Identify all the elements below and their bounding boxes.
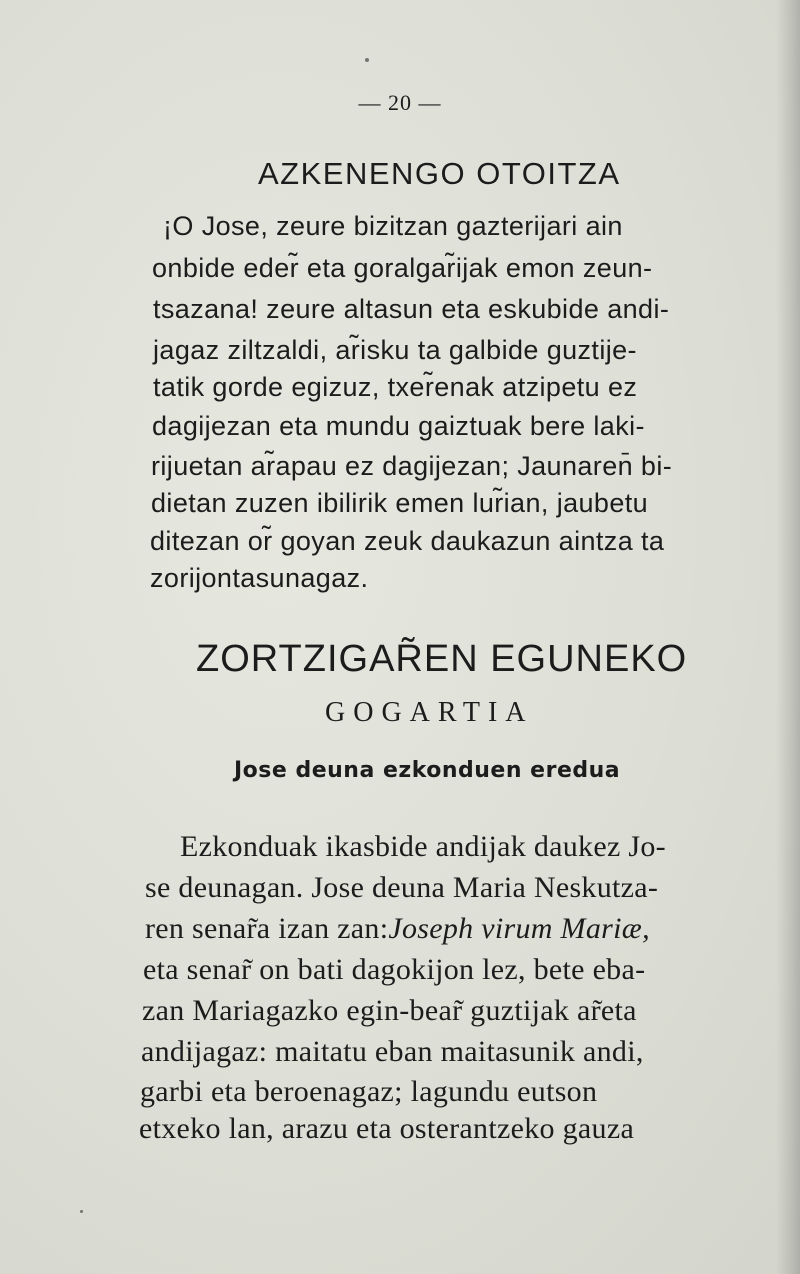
prayer-line: ditezan or̃ goyan zeuk daukazun aintza ta [150,526,665,556]
prayer-line: onbide eder̃ eta goralgar̃ijak emon zeun- [152,253,653,283]
section-subtitle: GOGARTIA [325,697,534,728]
meditation-text: ren senar̃a izan zan: [145,912,389,945]
page-edge-shadow [776,0,800,1274]
prayer-title: AZKENENGO OTOITZA [258,156,621,191]
section-title: ZORTZIGAR̃EN EGUNEKO [196,638,688,680]
prayer-line: jagaz ziltzaldi, ar̃isku ta galbide guztije- [153,335,637,365]
prayer-line: ¡O Jose, zeure bizitzan gazterijari ain [163,211,623,241]
meditation-line: eta senar̃ on bati dagokijon lez, bete eba- [143,953,646,986]
prayer-line: tatik gorde egizuz, txer̃enak atzipetu ez [153,372,638,402]
prayer-line: tsazana! zeure altasun eta eskubide andi- [153,294,670,324]
section-theme: Jose deuna ezkonduen eredua [234,758,621,783]
meditation-line: se deunagan. Jose deuna Maria Neskutza- [145,871,659,904]
prayer-line: dietan zuzen ibilirik emen lur̃ian, jaubetu [151,488,649,518]
meditation-line: andijagaz: maitatu eban maitasunik andi, [141,1035,644,1068]
prayer-line: dagijezan eta mundu gaiztuak bere laki- [152,411,645,441]
meditation-line: garbi eta beroenagaz; lagundu eutson [140,1075,598,1108]
prayer-line: rijuetan ar̃apau ez dagijezan; Jaunaren̄ bi- [151,451,673,481]
meditation-line [145,912,650,946]
meditation-line: zan Mariagazko egin-bear̃ guztijak ar̃eta [142,994,637,1027]
latin-quote: Joseph virum Mariæ, [388,912,650,945]
page-number: — 20 — [358,90,442,115]
ink-speck [365,58,369,62]
ink-speck [80,1210,83,1213]
meditation-line: Ezkonduak ikasbide andijak daukez Jo- [180,830,666,863]
meditation-line: etxeko lan, arazu eta osterantzeko gauza [139,1112,635,1145]
prayer-line: zorijontasunagaz. [150,563,369,593]
